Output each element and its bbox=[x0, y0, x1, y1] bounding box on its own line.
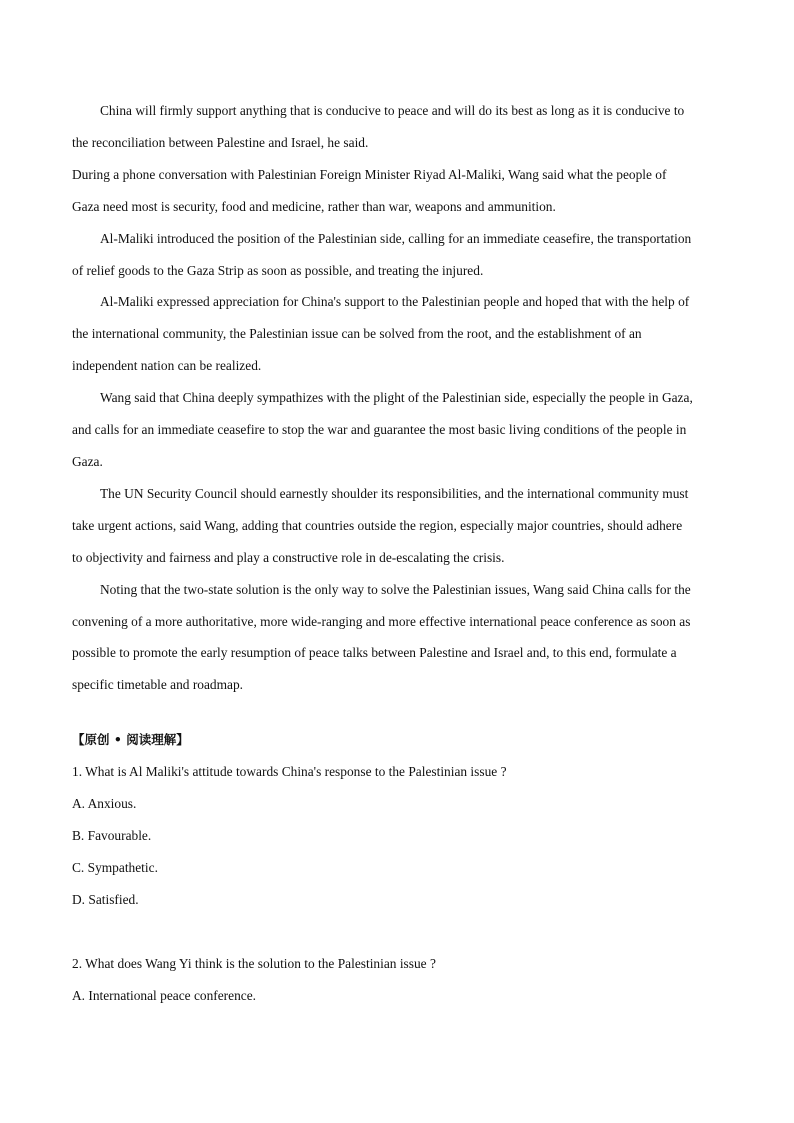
section-title: 【原创 • 阅读理解】 bbox=[72, 732, 189, 748]
passage-line: possible to promote the early resumption of peace talks between Palestine and Israel and, to this end, formulate a bbox=[72, 645, 677, 661]
question-block bbox=[72, 948, 722, 1012]
passage-line: the reconciliation between Palestine and Israel, he said. bbox=[72, 134, 369, 150]
question-spacer bbox=[72, 916, 722, 948]
passage-line: specific timetable and roadmap. bbox=[72, 677, 244, 693]
passage-line: and calls for an immediate ceasefire to stop the war and guarantee the most basic living conditions of the people in bbox=[72, 422, 687, 438]
question-list bbox=[72, 756, 722, 1011]
section-spacer bbox=[72, 701, 722, 724]
passage-line: During a phone conversation with Palestinian Foreign Minister Riyad Al-Maliki, Wang said what the people of bbox=[72, 166, 667, 182]
answer-option[interactable]: B. Favourable. bbox=[72, 827, 152, 843]
passage-line: to objectivity and fairness and play a constructive role in de-escalating the crisis. bbox=[72, 549, 505, 565]
passage-line: of relief goods to the Gaza Strip as soon as possible, and treating the injured. bbox=[72, 262, 484, 278]
passage-line: The UN Security Council should earnestly shoulder its responsibilities, and the international community must bbox=[100, 485, 689, 501]
answer-option[interactable]: C. Sympathetic. bbox=[72, 859, 158, 875]
passage-line: convening of a more authoritative, more wide-ranging and more effective international peace conference as soon as bbox=[72, 613, 691, 629]
answer-option[interactable]: A. Anxious. bbox=[72, 796, 137, 812]
answer-option[interactable]: D. Satisfied. bbox=[72, 891, 139, 907]
passage-line: Al-Maliki expressed appreciation for China's support to the Palestinian people and hoped that with the help of bbox=[100, 294, 690, 310]
document-page bbox=[72, 95, 722, 1011]
passage-line: take urgent actions, said Wang, adding that countries outside the region, especially major countries, should adhere bbox=[72, 517, 683, 533]
passage-line: Gaza need most is security, food and medicine, rather than war, weapons and ammunition. bbox=[72, 198, 556, 214]
question-stem: 1. What is Al Maliki's attitude towards China's response to the Palestinian issue ? bbox=[72, 764, 507, 780]
question-block bbox=[72, 756, 722, 916]
passage-line: Wang said that China deeply sympathizes with the plight of the Palestinian side, especially the people in Gaza, bbox=[100, 390, 693, 406]
passage-line: Noting that the two-state solution is the only way to solve the Palestinian issues, Wang said China calls for the bbox=[100, 581, 691, 597]
passage-line: the international community, the Palestinian issue can be solved from the root, and the establishment of an bbox=[72, 326, 642, 342]
passage-line: China will firmly support anything that is conducive to peace and will do its best as long as it is conducive to bbox=[100, 103, 685, 118]
reading-passage bbox=[72, 95, 722, 701]
passage-line: Gaza. bbox=[72, 453, 103, 469]
passage-line: independent nation can be realized. bbox=[72, 358, 262, 374]
answer-option[interactable]: A. International peace conference. bbox=[72, 987, 257, 1003]
question-stem: 2. What does Wang Yi think is the solution to the Palestinian issue ? bbox=[72, 955, 436, 971]
passage-line: Al-Maliki introduced the position of the Palestinian side, calling for an immediate ceasefire, the transportation bbox=[100, 230, 692, 246]
